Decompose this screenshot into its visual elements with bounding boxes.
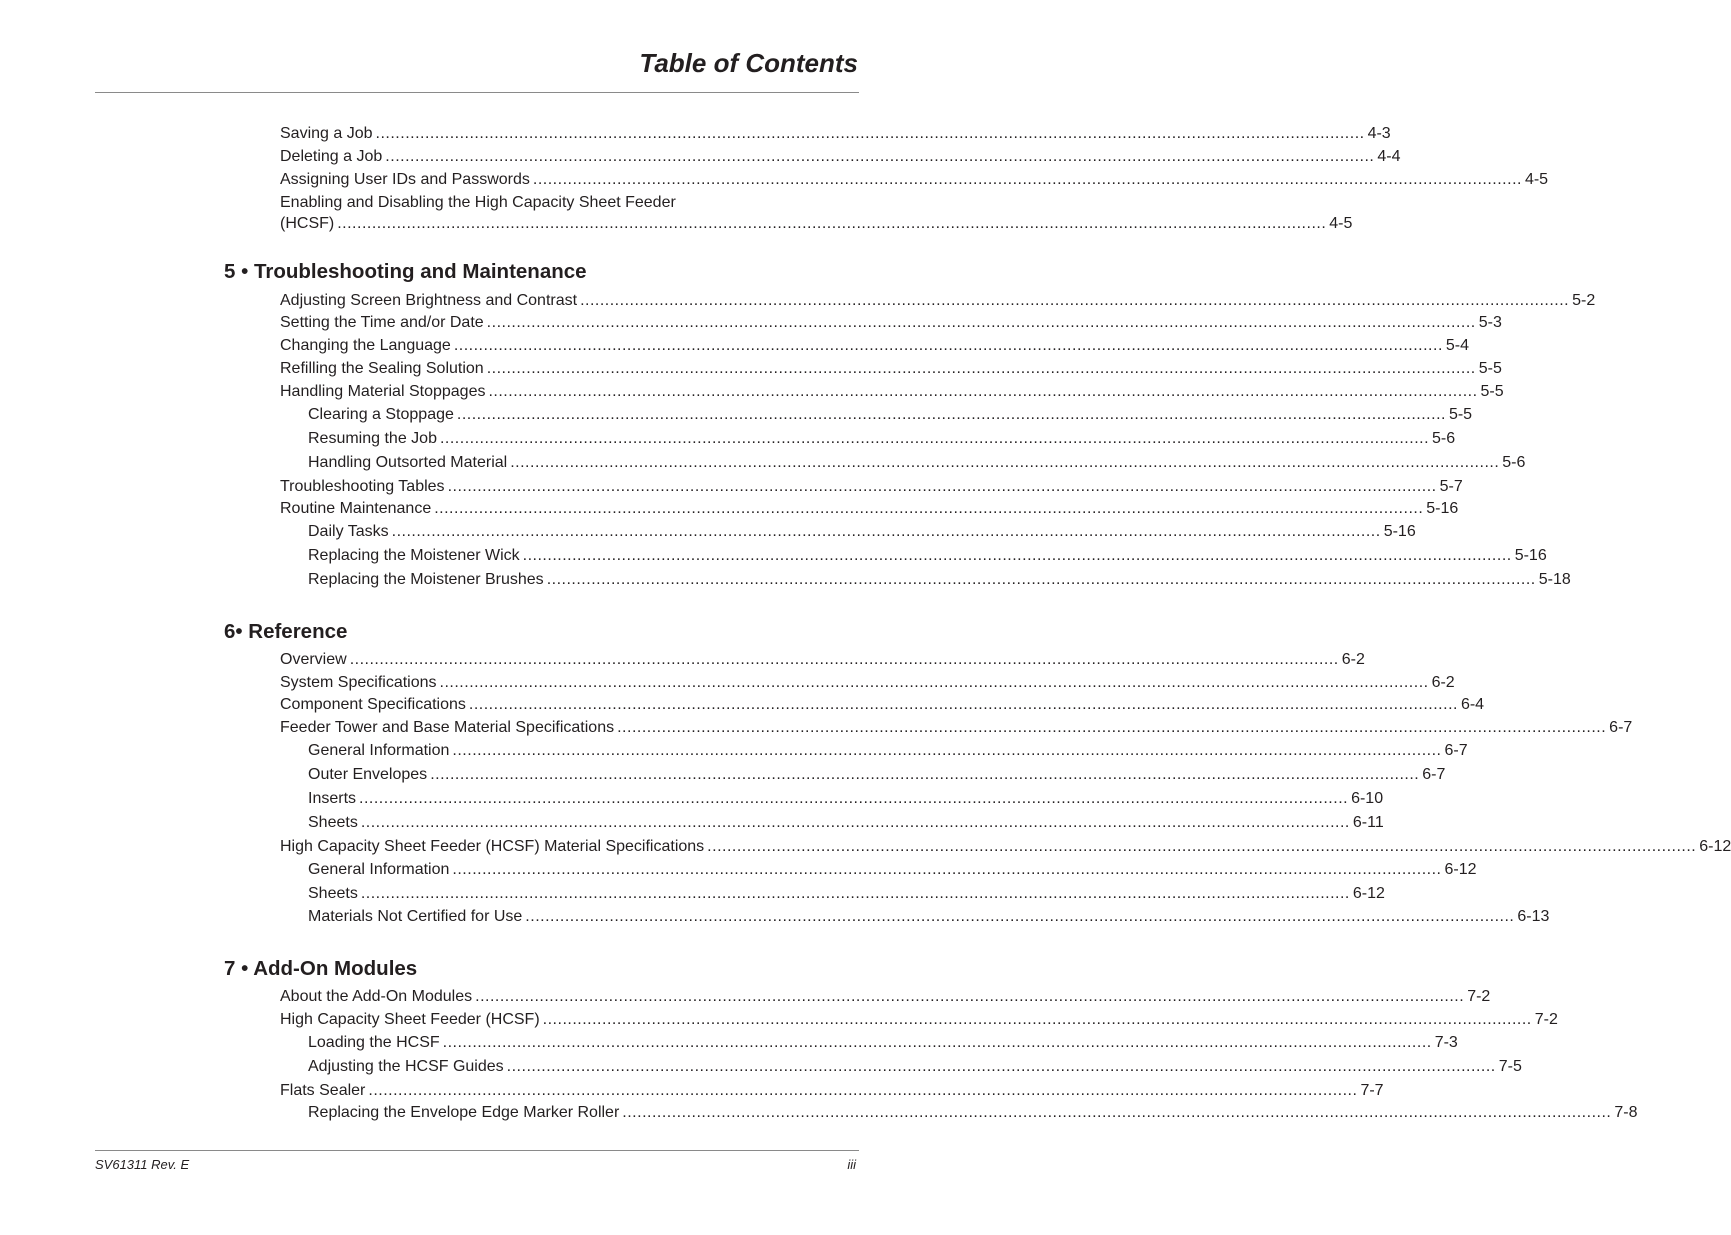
- toc-subentry[interactable]: [308, 453, 1526, 473]
- toc-subentry[interactable]: [308, 429, 1456, 449]
- toc-entry-title: Sheets: [308, 885, 358, 902]
- toc-page-number: 6-7: [1609, 719, 1633, 736]
- toc-page-number: 5-16: [1514, 547, 1547, 564]
- toc-entry-title: Adjusting Screen Brightness and Contrast: [280, 292, 578, 309]
- toc-subentry[interactable]: [308, 1057, 1522, 1077]
- toc-entry[interactable]: [280, 382, 1504, 402]
- dot-leader: ........................................................................................................................................................................................................: [622, 1104, 1612, 1121]
- toc-entry[interactable]: [280, 170, 1549, 190]
- toc-entry-title: General Information: [308, 861, 450, 878]
- dot-leader: ........................................................................................................................................................................................................: [506, 1058, 1496, 1075]
- toc-subentry[interactable]: [308, 1033, 1458, 1053]
- toc-entry-title: Changing the Language: [280, 337, 451, 354]
- toc-entry-title: Resuming the Job: [308, 430, 437, 447]
- toc-subentry[interactable]: [308, 789, 1384, 809]
- toc-entry-title: Inserts: [308, 790, 357, 807]
- dot-leader: ........................................................................................................................................................................................................: [439, 430, 1430, 447]
- toc-page-number: 7-3: [1434, 1034, 1458, 1051]
- toc-page-number: 7-5: [1498, 1058, 1522, 1075]
- dot-leader: ........................................................................................................................................................................................................: [442, 1034, 1432, 1051]
- toc-subentry[interactable]: [308, 570, 1571, 590]
- toc-entry-title: Replacing the Moistener Wick: [308, 547, 520, 564]
- dot-leader: ........................................................................................................................................................................................................: [475, 988, 1465, 1005]
- toc-page-number: 4-3: [1367, 125, 1391, 142]
- toc-entry-title: General Information: [308, 742, 450, 759]
- toc-entry[interactable]: [280, 477, 1463, 497]
- toc-entry-title: Component Specifications: [280, 696, 466, 713]
- toc-entry-title: Adjusting the HCSF Guides: [308, 1058, 504, 1075]
- toc-page-number: 6-13: [1517, 908, 1550, 925]
- toc-entry[interactable]: [280, 359, 1502, 379]
- footer-doc-number: SV61311 Rev. E: [95, 1157, 190, 1172]
- toc-entry-title: Routine Maintenance: [280, 500, 432, 517]
- dot-leader: ........................................................................................................................................................................................................: [439, 674, 1429, 691]
- dot-leader: ........................................................................................................................................................................................................: [486, 360, 1476, 377]
- toc-subentry[interactable]: [308, 860, 1477, 880]
- toc-entry-title: System Specifications: [280, 674, 437, 691]
- toc-page-number: 6-11: [1352, 814, 1384, 831]
- dot-leader: ........................................................................................................................................................................................................: [510, 454, 1500, 471]
- toc-entry-title: Refilling the Sealing Solution: [280, 360, 484, 377]
- toc-page-number: 5-16: [1383, 523, 1416, 540]
- toc-page-number: 6-12: [1699, 838, 1731, 855]
- toc-entry[interactable]: [280, 291, 1596, 311]
- toc-entry[interactable]: [280, 1081, 1384, 1101]
- dot-leader: ........................................................................................................................................................................................................: [375, 125, 1365, 142]
- dot-leader: ........................................................................................................................................................................................................: [532, 171, 1522, 188]
- toc-entry[interactable]: [280, 147, 1401, 167]
- toc-entry-title: Feeder Tower and Base Material Specifications: [280, 719, 615, 736]
- toc-entry[interactable]: [280, 193, 1353, 234]
- toc-page-number: 5-7: [1439, 478, 1463, 495]
- toc-subentry[interactable]: [308, 884, 1385, 904]
- dot-leader: ........................................................................................................................................................................................................: [368, 1082, 1358, 1099]
- toc-entry-title: Materials Not Certified for Use: [308, 908, 523, 925]
- toc-entry[interactable]: [280, 336, 1470, 356]
- toc-entry-title: High Capacity Sheet Feeder (HCSF): [280, 1011, 540, 1028]
- toc-entry-title: Sheets: [308, 814, 358, 831]
- toc-entry-title: Setting the Time and/or Date: [280, 314, 484, 331]
- toc-entry[interactable]: [280, 124, 1391, 144]
- dot-leader: ........................................................................................................................................................................................................: [385, 148, 1375, 165]
- toc-entry-title: Assigning User IDs and Passwords: [280, 171, 530, 188]
- dot-leader: ........................................................................................................................................................................................................: [452, 742, 1442, 759]
- dot-leader: ........................................................................................................................................................................................................: [391, 523, 1381, 540]
- toc-entry-title: Deleting a Job: [280, 148, 383, 165]
- toc-entry-title: Saving a Job: [280, 125, 373, 142]
- toc-page-number: 6-12: [1444, 861, 1477, 878]
- toc-subentry[interactable]: [308, 907, 1550, 927]
- toc-entry[interactable]: [280, 650, 1365, 670]
- dot-leader: ........................................................................................................................................................................................................: [360, 814, 1350, 831]
- toc-entry-title: Loading the HCSF: [308, 1034, 440, 1051]
- dot-leader: ........................................................................................................................................................................................................: [525, 908, 1515, 925]
- section-heading-5: 5 • Troubleshooting and Maintenance: [224, 260, 587, 283]
- toc-page-number: 7-8: [1614, 1104, 1638, 1121]
- dot-leader: ........................................................................................................................................................................................................: [452, 861, 1442, 878]
- dot-leader: ........................................................................................................................................................................................................: [447, 478, 1437, 495]
- toc-subentry[interactable]: [308, 546, 1547, 566]
- toc-page-number: 5-4: [1445, 337, 1470, 354]
- dot-leader: ........................................................................................................................................................................................................: [434, 500, 1424, 517]
- dot-leader: ........................................................................................................................................................................................................: [522, 547, 1512, 564]
- toc-entry-title-line1: Enabling and Disabling the High Capacity Sheet Feeder: [280, 194, 676, 211]
- toc-entry-title: Handling Material Stoppages: [280, 383, 486, 400]
- toc-entry-title: Outer Envelopes: [308, 766, 428, 783]
- page-title: Table of Contents: [639, 48, 858, 78]
- dot-leader: ........................................................................................................................................................................................................: [430, 766, 1420, 783]
- dot-leader: ........................................................................................................................................................................................................: [456, 406, 1446, 423]
- toc-page-number: 6-10: [1351, 790, 1384, 807]
- dot-leader: ........................................................................................................................................................................................................: [468, 696, 1458, 713]
- toc-entry[interactable]: [280, 718, 1633, 738]
- dot-leader: ........................................................................................................................................................................................................: [360, 885, 1350, 902]
- dot-leader: ........................................................................................................................................................................................................: [453, 337, 1443, 354]
- toc-page-number: 4-5: [1329, 215, 1353, 232]
- header-divider: [95, 92, 859, 93]
- toc-subentry[interactable]: [308, 522, 1416, 542]
- toc-page-number: 5-18: [1538, 571, 1571, 588]
- toc-page-number: 6-2: [1341, 651, 1365, 668]
- toc-page-number: 5-6: [1432, 430, 1456, 447]
- toc-subentry[interactable]: [308, 813, 1384, 833]
- toc-page-number: 5-6: [1502, 454, 1526, 471]
- toc-subentry[interactable]: [308, 741, 1468, 761]
- toc-page-number: 6-7: [1444, 742, 1468, 759]
- toc-entry-title-line2: (HCSF): [280, 215, 335, 232]
- toc-subentry[interactable]: [308, 405, 1473, 425]
- dot-leader: ........................................................................................................................................................................................................: [546, 571, 1536, 588]
- toc-entry[interactable]: [280, 499, 1459, 519]
- toc-page-number: 6-7: [1422, 766, 1446, 783]
- toc-entry[interactable]: [280, 987, 1491, 1007]
- toc-page-number: 5-5: [1448, 406, 1473, 423]
- toc-page-number: 5-5: [1478, 360, 1502, 377]
- toc-page-number: 5-16: [1426, 500, 1459, 517]
- dot-leader: ........................................................................................................................................................................................................: [359, 790, 1349, 807]
- toc-entry-title: Replacing the Moistener Brushes: [308, 571, 544, 588]
- toc-page-number: 5-2: [1572, 292, 1596, 309]
- toc-entry-title: Overview: [280, 651, 347, 668]
- toc-entry-title: Replacing the Envelope Edge Marker Roller: [308, 1104, 620, 1121]
- dot-leader: ........................................................................................................................................................................................................: [580, 292, 1570, 309]
- toc-entry-title: Handling Outsorted Material: [308, 454, 508, 471]
- dot-leader: ........................................................................................................................................................................................................: [488, 383, 1478, 400]
- toc-entry-title: Clearing a Stoppage: [308, 406, 454, 423]
- toc-entry[interactable]: [280, 837, 1731, 857]
- toc-entry[interactable]: [280, 695, 1485, 715]
- toc-page-number: 4-4: [1377, 148, 1401, 165]
- toc-entry-title: Troubleshooting Tables: [280, 478, 445, 495]
- toc-entry-title: Daily Tasks: [308, 523, 389, 540]
- section-heading-7: 7 • Add-On Modules: [224, 957, 418, 980]
- toc-page-number: 5-3: [1478, 314, 1502, 331]
- dot-leader: ........................................................................................................................................................................................................: [337, 215, 1327, 232]
- dot-leader: ........................................................................................................................................................................................................: [349, 651, 1339, 668]
- toc-entry-title: Flats Sealer: [280, 1082, 366, 1099]
- toc-page-number: 7-7: [1360, 1082, 1384, 1099]
- toc-page-number: 7-2: [1467, 988, 1491, 1005]
- toc-entry-title: High Capacity Sheet Feeder (HCSF) Material Specifications: [280, 838, 705, 855]
- toc-subentry[interactable]: [308, 1103, 1638, 1123]
- toc-entry-title: About the Add-On Modules: [280, 988, 473, 1005]
- toc-entry[interactable]: [280, 1010, 1558, 1030]
- dot-leader: ........................................................................................................................................................................................................: [542, 1011, 1532, 1028]
- dot-leader: ........................................................................................................................................................................................................: [486, 314, 1476, 331]
- section-heading-6: 6• Reference: [224, 620, 348, 643]
- toc-page-number: 7-2: [1534, 1011, 1558, 1028]
- footer-divider: [95, 1150, 859, 1151]
- toc-subentry[interactable]: [308, 765, 1446, 785]
- toc-page-number: 5-5: [1480, 383, 1504, 400]
- toc-page-number: 6-2: [1431, 674, 1455, 691]
- dot-leader: ........................................................................................................................................................................................................: [707, 838, 1697, 855]
- toc-page-number: 4-5: [1524, 171, 1549, 188]
- toc-page-number: 6-4: [1460, 696, 1485, 713]
- dot-leader: ........................................................................................................................................................................................................: [617, 719, 1607, 736]
- toc-page-number: 6-12: [1352, 885, 1385, 902]
- toc-entry[interactable]: [280, 313, 1502, 333]
- footer-page-number: iii: [847, 1157, 856, 1172]
- toc-entry[interactable]: [280, 673, 1455, 693]
